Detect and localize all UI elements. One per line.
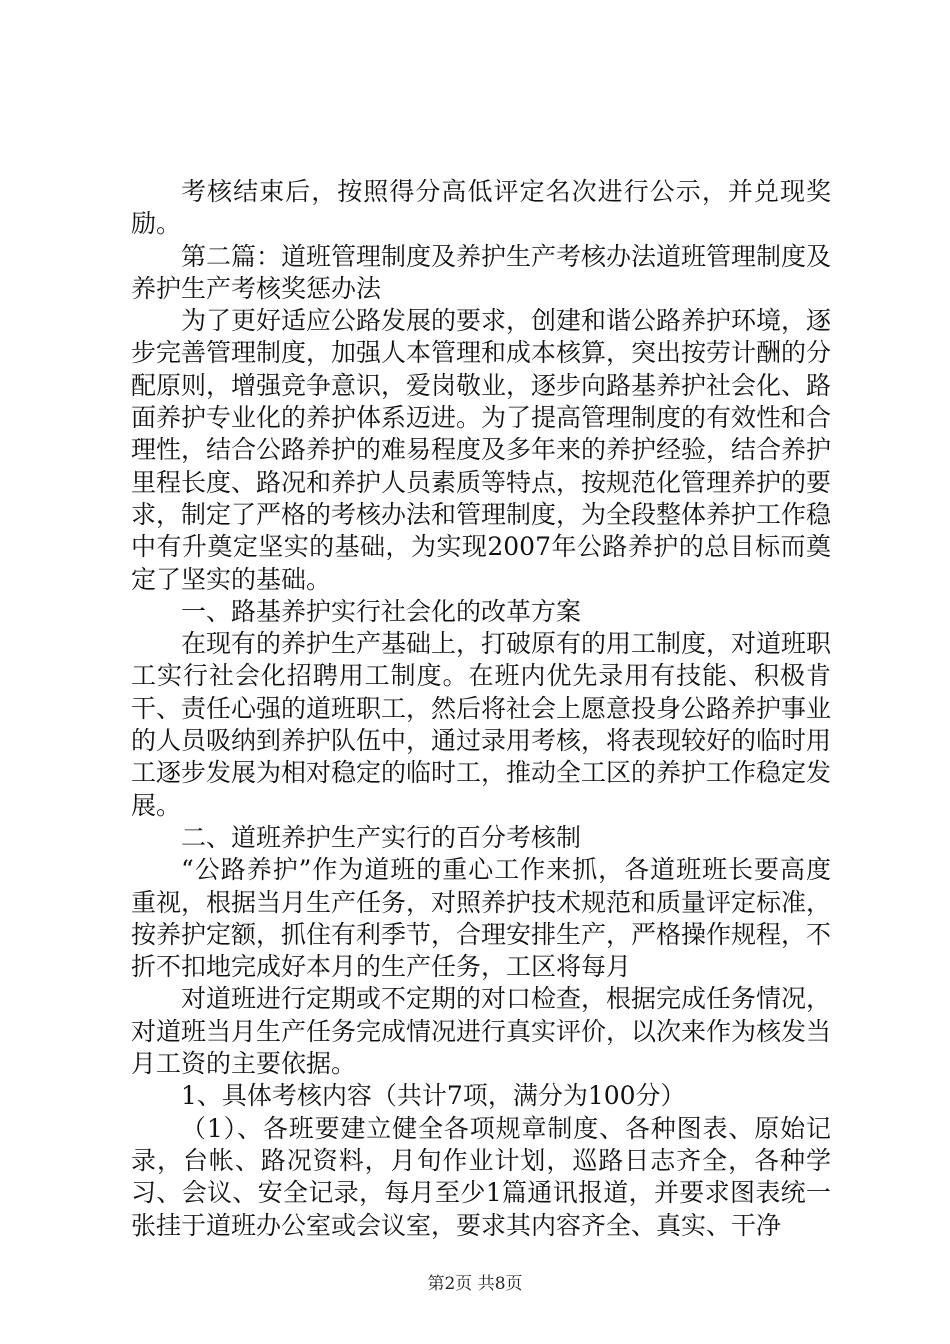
subsection-heading-1: 1、具体考核内容（共计7项，满分为100分）: [181, 1081, 686, 1111]
paragraph-3: 为了更好适应公路发展的要求，创建和谐公路养护环境，逐步完善管理制度，加强人本管理和成本核算，突出按劳计酬的分配原则，增强竞争意识，爱岗敬业，逐步向路基养护社会化、路面养护专业化的养护体系迈进。为了提高管理制度的有效性和合理性，结合公路养护的难易程度及多年来的养护经验，结合养护里程长度、路况和养护人员素质等特点，按规范化管理养护的要求，制定了严格的考核办法和管理制度，为全段整体养护工作稳中有升奠定坚实的基础，为实现2007年公路养护的总目标而奠定了坚实的基础。: [131, 306, 832, 594]
section-heading-1: 一、路基养护实行社会化的改革方案: [181, 596, 582, 626]
paragraph-1: 考核结束后，按照得分高低评定名次进行公示，并兑现奖励。: [131, 177, 831, 239]
paragraph-2-heading: 第二篇：道班管理制度及养护生产考核办法道班管理制度及养护生产考核奖惩办法: [131, 241, 832, 303]
section-heading-2: 二、道班养护生产实行的百分考核制: [181, 822, 582, 852]
paragraph-8: 对道班进行定期或不定期的对口检查，根据完成任务情况，对道班当月生产任务完成情况进行真实评价，以次来作为核发当月工资的主要依据。: [131, 984, 832, 1079]
document-body: [131, 176, 831, 1242]
page-number-footer: 第2页 共8页: [427, 1274, 523, 1294]
paragraph-10: （1）、各班要建立健全各项规章制度、各种图表、原始记录，台帐、路况资料，月旬作业计划，巡路日志齐全，各种学习、会议、安全记录，每月至少1篇通讯报道，并要求图表统一张挂于道班办公室或会议室，要求其内容齐全、真实、干净: [131, 1113, 831, 1240]
paragraph-5: 在现有的养护生产基础上，打破原有的用工制度，对道班职工实行社会化招聘用工制度。在班内优先录用有技能、积极肯干、责任心强的道班职工，然后将社会上愿意投身公路养护事业的人员吸纳到养护队伍中，通过录用考核，将表现较好的临时用工逐步发展为相对稳定的临时工，推动全工区的养护工作稳定发展。: [131, 629, 832, 820]
paragraph-7: “公路养护”作为道班的重心工作来抓，各道班班长要高度重视，根据当月生产任务，对照养护技术规范和质量评定标准，按养护定额，抓住有利季节，合理安排生产，严格操作规程，不折不扣地完成好本月的生产任务，工区将每月: [131, 855, 832, 982]
